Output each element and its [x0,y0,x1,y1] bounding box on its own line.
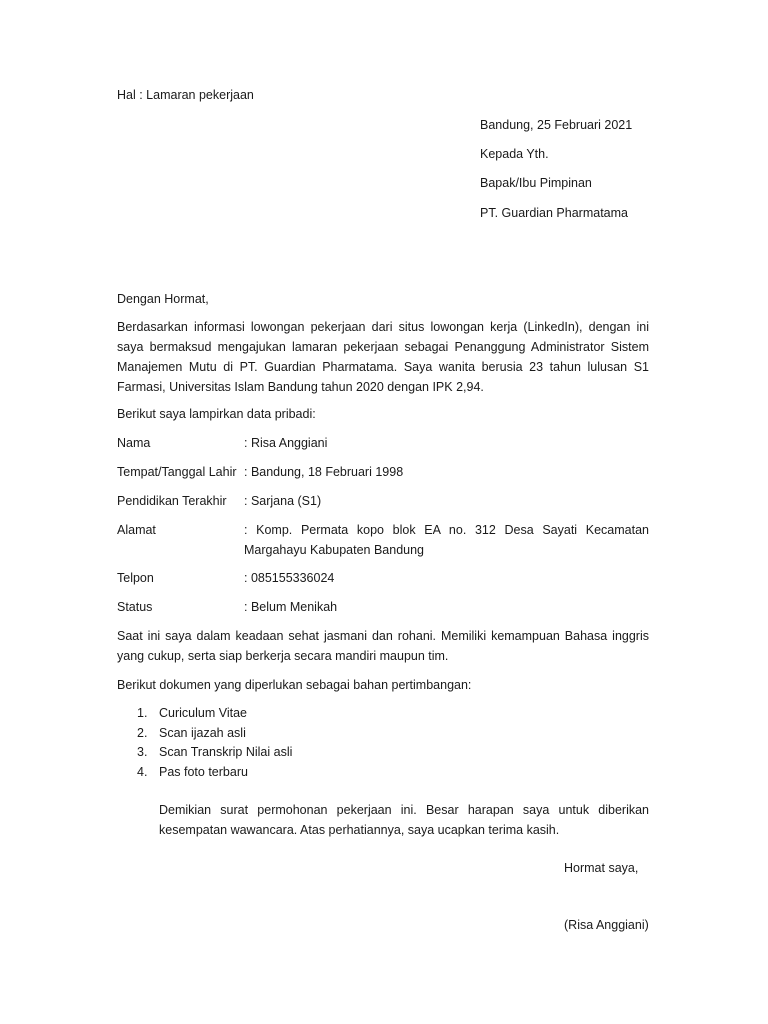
docs-intro: Berikut dokumen yang diperlukan sebagai bahan pertimbangan: [117,678,472,692]
health-paragraph: Saat ini saya dalam keadaan sehat jasmani dan rohani. Memiliki kemampuan Bahasa inggris yang cukup, serta siap berkerja secara mandiri maupun tim. [117,629,649,663]
personal-label: Telpon [117,571,154,585]
list-text: Scan ijazah asli [159,725,246,740]
list-number: 4. [137,764,148,779]
regards: Hormat saya, [564,861,639,875]
letter-date: Bandung, 25 Februari 2021 [480,118,633,132]
list-item [117,724,649,744]
salutation: Dengan Hormat, [117,292,209,306]
personal-value: : Sarjana (S1) [244,494,322,508]
list-text: Scan Transkrip Nilai asli [159,745,293,759]
personal-value: : 085155336024 [244,571,335,585]
list-number: 3. [137,745,148,759]
list-item [117,704,649,724]
recipient-line: Bapak/Ibu Pimpinan [480,176,592,190]
personal-value: : Belum Menikah [244,600,338,614]
recipient-line: Kepada Yth. [480,147,549,161]
personal-label: Nama [117,436,151,450]
personal-label: Tempat/Tanggal Lahir [117,465,237,479]
personal-value: : Risa Anggiani [244,436,328,450]
list-text: Curiculum Vitae [159,706,248,720]
list-number: 2. [137,725,148,740]
signature-name: (Risa Anggiani) [564,918,649,932]
closing-paragraph: Demikian surat permohonan pekerjaan ini. Besar harapan saya untuk diberikan kesempatan wawancara. Atas perhatiannya, saya ucapkan terima kasih. [159,803,649,837]
intro-paragraph: Berdasarkan informasi lowongan pekerjaan dari situs lowongan kerja (LinkedIn), dengan ini saya bermaksud mengajukan lamaran pekerjaan sebagai Penanggung Administrator Sistem Manajemen Mutu di PT. Guardian Pharmatama. Saya wanita berusia 23 tahun lulusan S1 Farmasi, Universitas Islam Bandung tahun 2020 dengan IPK 2,94. [117,320,649,394]
recipient-line: PT. Guardian Pharmatama [480,206,628,220]
personal-label: Alamat [117,523,156,537]
list-text: Pas foto terbaru [159,764,248,779]
data-intro: Berikut saya lampirkan data pribadi: [117,407,316,421]
personal-label: Status [117,600,153,614]
personal-label: Pendidikan Terakhir [117,494,227,508]
list-number: 1. [137,706,148,720]
list-item [117,743,649,763]
docs-list [117,704,649,782]
personal-value: : Bandung, 18 Februari 1998 [244,465,404,479]
list-item [117,763,649,783]
letter-subject: Hal : Lamaran pekerjaan [117,88,254,102]
personal-value: : Komp. Permata kopo blok EA no. 312 Desa Sayati Kecamatan Margahayu Kabupaten Bandung [244,523,649,557]
